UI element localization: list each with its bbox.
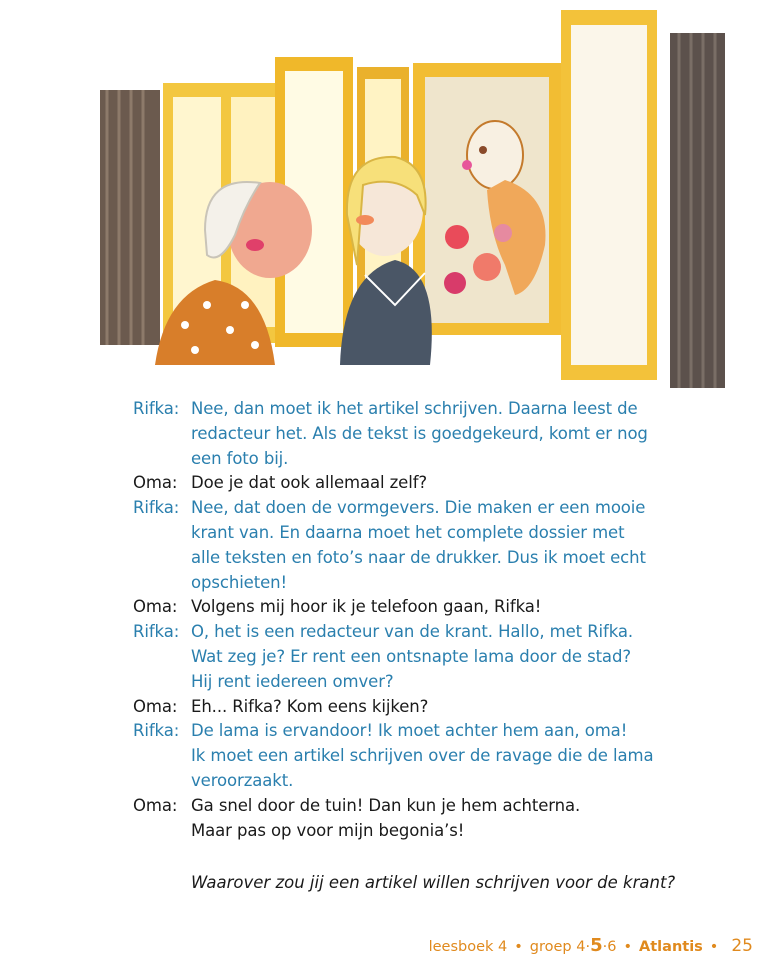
speech-line: Eh... Rifka? Kom eens kijken? (191, 696, 429, 716)
speech-line: opschieten! (191, 572, 288, 592)
speech-line: Hij rent iedereen omver? (191, 671, 394, 691)
speech-line: Doe je dat ook allemaal zelf? (191, 473, 428, 493)
illustration-window-scene (95, 5, 735, 390)
speech-line: Ga snel door de tuin! Dan kun je hem achterna. (191, 795, 581, 815)
dialogue-turn (133, 471, 733, 496)
page-number: 25 (731, 936, 753, 956)
dialogue-turn (133, 496, 733, 595)
book-label: leesboek 4 (428, 939, 508, 955)
speech-line: Volgens mij hoor ik je telefoon gaan, Rifka! (191, 597, 542, 617)
dialogue-turn (133, 620, 733, 694)
group-dot: · (585, 939, 591, 955)
group-label (529, 935, 617, 956)
speech-line: Ik moet een artikel schrijven over de ravage die de lama (191, 746, 654, 766)
speech-text (191, 794, 733, 844)
speech-text (191, 496, 733, 595)
separator-dot: • (709, 939, 719, 955)
dialogue-turn (133, 695, 733, 720)
speech-line: De lama is ervandoor! Ik moet achter hem aan, oma! (191, 721, 628, 741)
speech-text (191, 695, 733, 720)
dialogue-turn (133, 397, 733, 471)
speaker-label: Oma: (133, 795, 178, 815)
dialogue-turn (133, 595, 733, 620)
speaker-label: Oma: (133, 696, 178, 716)
speech-text (191, 620, 733, 694)
speaker-label: Oma: (133, 473, 178, 493)
speech-line: alle teksten en foto’s naar de drukker. Dus ik moet echt (191, 547, 646, 567)
separator-dot: • (514, 939, 523, 955)
speaker-label: Rifka: (133, 498, 180, 518)
dialogue-turn (133, 719, 733, 793)
series-name: Atlantis (639, 939, 703, 955)
speaker-label: Rifka: (133, 399, 180, 418)
separator-dot: • (623, 939, 633, 955)
speech-line: krant van. En daarna moet het complete dossier met (191, 522, 625, 542)
left-curtain (100, 90, 160, 345)
right-curtain (670, 33, 725, 388)
speech-line: Nee, dat doen de vormgevers. Die maken er een mooie (191, 498, 646, 518)
discussion-question: Waarover zou jij een artikel willen schrijven voor de krant? (191, 873, 676, 892)
speech-line: Maar pas op voor mijn begonia’s! (191, 820, 465, 840)
speech-text (191, 471, 733, 496)
speaker-label: Rifka: (133, 721, 180, 741)
speaker-label: Oma: (133, 597, 178, 617)
speaker-label: Rifka: (133, 622, 180, 642)
group-current: 5 (590, 935, 603, 956)
page-footer (429, 935, 753, 956)
speech-line: redacteur het. Als de tekst is goedgekeurd, komt er nog (191, 423, 648, 443)
speech-line: Nee, dan moet ik het artikel schrijven. Daarna leest de (191, 399, 638, 418)
dialogue (133, 397, 733, 843)
speech-text (191, 595, 733, 620)
group-prefix: groep 4 (529, 939, 586, 955)
speech-line: Wat zeg je? Er rent een ontsnapte lama door de stad? (191, 646, 631, 666)
speech-line: een foto bij. (191, 448, 289, 468)
dialogue-turn (133, 794, 733, 844)
speech-text (191, 397, 733, 471)
speech-line: O, het is een redacteur van de krant. Hallo, met Rifka. (191, 622, 634, 642)
group-end: 6 (607, 939, 617, 955)
speech-text (191, 719, 733, 793)
group-dot: · (602, 939, 608, 955)
speech-line: veroorzaakt. (191, 770, 294, 790)
